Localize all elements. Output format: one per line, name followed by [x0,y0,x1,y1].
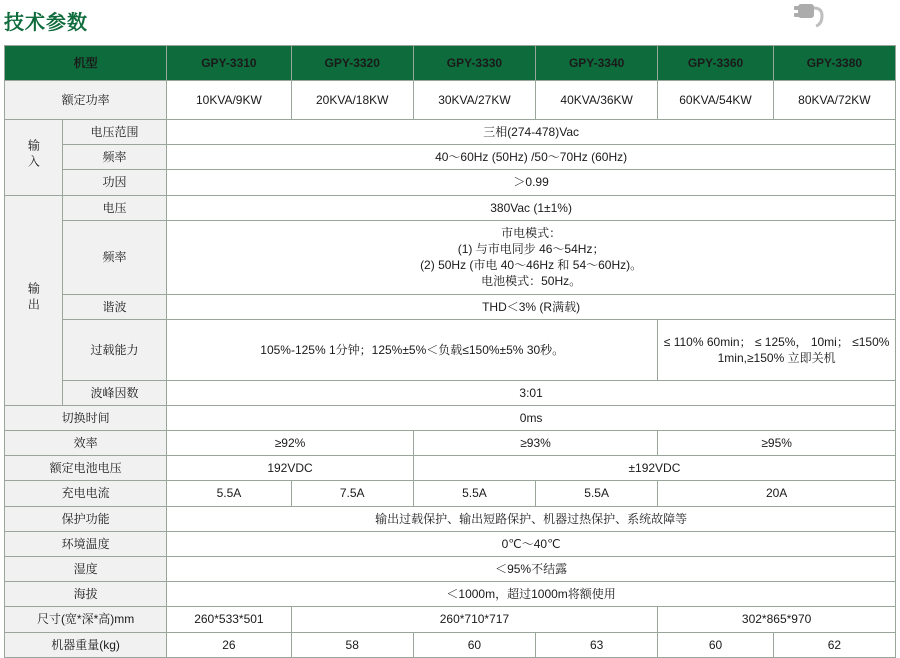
cell-charge-current-1: 5.5A [167,481,291,506]
cell-output-harmonic: THD＜3% (R满载) [167,294,896,319]
row-label-charge-current: 充电电流 [5,481,167,506]
header-cell-gpy3320: GPY-3320 [291,46,413,81]
cell-weight-3: 60 [413,632,535,657]
cell-efficiency-2: ≥93% [413,431,657,456]
cell-charge-current-2: 7.5A [291,481,413,506]
table-row [5,319,896,380]
cell-power-3380: 80KVA/72KW [773,81,895,120]
row-label-dimensions: 尺寸(宽*深*高)mm [5,607,167,632]
cell-dimensions-3: 302*865*970 [658,607,896,632]
table-row [5,506,896,531]
row-label-rated-power: 额定功率 [5,81,167,120]
output-frequency-line-4: 电池模式：50Hz。 [481,274,582,289]
table-row [5,456,896,481]
cell-weight-4: 63 [536,632,658,657]
row-label-protection: 保护功能 [5,506,167,531]
cell-power-3330: 30KVA/27KW [413,81,535,120]
header-cell-gpy3380: GPY-3380 [773,46,895,81]
table-row [5,481,896,506]
cell-charge-current-4: 5.5A [536,481,658,506]
cell-efficiency-3: ≥95% [658,431,896,456]
group-label-output [5,195,63,405]
cell-overload-left: 105%-125% 1分钟；125%±5%＜负载≤150%±5% 30秒。 [167,319,658,380]
plug-icon [784,0,830,34]
row-label-transfer-time: 切换时间 [5,405,167,430]
cell-weight-5: 60 [658,632,774,657]
cell-transfer-time: 0ms [167,405,896,430]
row-label-output-voltage: 电压 [62,195,166,220]
output-frequency-line-2: (1) 与市电同步 46～54Hz； [457,241,605,256]
table-row [5,582,896,607]
cell-power-3360: 60KVA/54KW [658,81,774,120]
cell-power-3320: 20KVA/18KW [291,81,413,120]
row-label-battery-voltage: 额定电池电压 [5,456,167,481]
cell-humidity: ＜95%不结露 [167,557,896,582]
group-label-input [5,120,63,196]
cell-output-frequency [167,220,896,294]
header-cell-gpy3330: GPY-3330 [413,46,535,81]
cell-output-voltage: 380Vac (1±1%) [167,195,896,220]
cell-dimensions-1: 260*533*501 [167,607,291,632]
table-row [5,557,896,582]
row-label-crest-factor: 波峰因数 [62,380,166,405]
row-label-humidity: 湿度 [5,557,167,582]
cell-charge-current-3: 5.5A [413,481,535,506]
row-label-ambient-temp: 环境温度 [5,531,167,556]
cell-overload-right: ≤ 110% 60min； ≤ 125%， 10mi； ≤150% 1min,≥150% 立即关机 [658,319,896,380]
header-cell-model: 机型 [5,46,167,81]
group-label-output-text: 输出 [26,282,41,315]
row-label-output-harmonic: 谐波 [62,294,166,319]
row-label-overload: 过载能力 [62,319,166,380]
output-frequency-line-1: 市电模式： [501,225,562,240]
cell-input-frequency: 40～60Hz (50Hz) /50～70Hz (60Hz) [167,145,896,170]
table-row [5,632,896,657]
table-row [5,531,896,556]
table-row [5,405,896,430]
cell-dimensions-2: 260*710*717 [291,607,658,632]
cell-power-3340: 40KVA/36KW [536,81,658,120]
group-label-input-text: 输入 [26,139,41,172]
table-row [5,607,896,632]
table-row [5,380,896,405]
table-row [5,294,896,319]
cell-crest-factor: 3:01 [167,380,896,405]
cell-battery-voltage-2: ±192VDC [413,456,895,481]
row-label-efficiency: 效率 [5,431,167,456]
header-cell-gpy3360: GPY-3360 [658,46,774,81]
row-label-output-frequency: 频率 [62,220,166,294]
cell-input-voltage-range: 三相(274-478)Vac [167,120,896,145]
cell-ambient-temp: 0℃～40℃ [167,531,896,556]
cell-weight-6: 62 [773,632,895,657]
table-row [5,431,896,456]
row-label-input-power-factor: 功因 [62,170,166,195]
cell-weight-1: 26 [167,632,291,657]
header-cell-gpy3310: GPY-3310 [167,46,291,81]
cell-charge-current-5: 20A [658,481,896,506]
cell-power-3310: 10KVA/9KW [167,81,291,120]
table-row [5,81,896,120]
page-title: 技术参数 [4,12,88,34]
table-row [5,145,896,170]
row-label-input-frequency: 频率 [62,145,166,170]
table-row [5,120,896,145]
header-cell-gpy3340: GPY-3340 [536,46,658,81]
row-label-input-voltage-range: 电压范围 [62,120,166,145]
table-header-row [5,46,896,81]
row-label-weight: 机器重量(kg) [5,632,167,657]
row-label-altitude: 海拔 [5,582,167,607]
spec-table [4,45,896,658]
cell-weight-2: 58 [291,632,413,657]
table-row [5,170,896,195]
table-row [5,220,896,294]
output-frequency-line-3: (2) 50Hz (市电 40～46Hz 和 54～60Hz)。 [420,258,643,273]
cell-altitude: ＜1000m，超过1000m将额使用 [167,582,896,607]
cell-efficiency-1: ≥92% [167,431,414,456]
cell-battery-voltage-1: 192VDC [167,456,414,481]
cell-protection: 输出过载保护、输出短路保护、机器过热保护、系统故障等 [167,506,896,531]
table-row [5,195,896,220]
cell-input-power-factor: ＞0.99 [167,170,896,195]
